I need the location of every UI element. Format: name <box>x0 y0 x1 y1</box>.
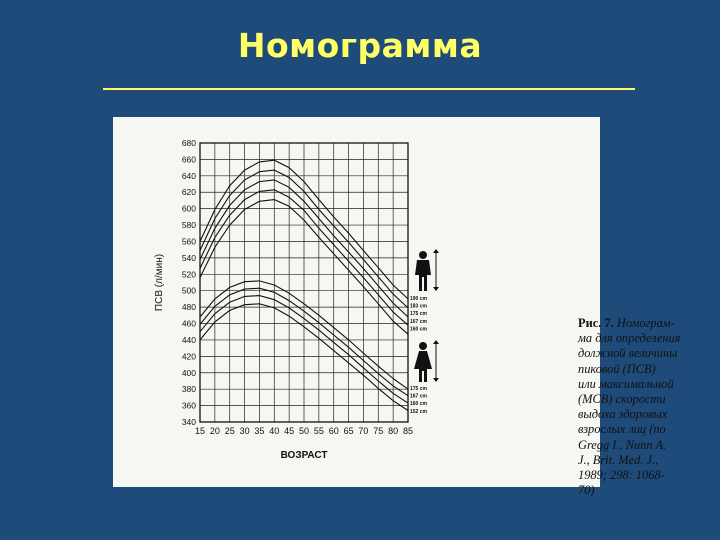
x-axis-title: ВОЗРАСТ <box>280 450 328 461</box>
x-tick-label: 60 <box>328 426 339 436</box>
y-tick-label: 680 <box>181 138 196 148</box>
y-tick-label: 480 <box>181 302 196 313</box>
caption-line: пиковой (ПСВ) <box>578 361 656 376</box>
x-tick-label: 80 <box>388 426 399 436</box>
title-underline <box>103 88 635 90</box>
y-tick-label: 580 <box>181 220 196 231</box>
y-tick-label: 380 <box>181 384 196 395</box>
y-tick-label: 620 <box>181 187 196 198</box>
x-tick-label: 75 <box>373 426 384 436</box>
y-tick-label: 500 <box>181 285 196 296</box>
x-tick-label: 20 <box>209 426 220 436</box>
caption-line: 70) <box>578 483 595 498</box>
figure-head <box>419 342 427 350</box>
caption-line: должной величины <box>578 346 678 361</box>
height-label-female: 167 cm <box>410 393 427 400</box>
figure-body <box>415 260 431 291</box>
height-label-female: 160 cm <box>410 401 427 408</box>
caption-line: 1989; 298: 1068- <box>578 468 665 483</box>
arrow-head-up <box>433 340 439 344</box>
caption-line: взрослых лиц (по <box>578 422 666 437</box>
caption-line: ма для определения <box>578 331 681 346</box>
male-figure-icon <box>415 251 431 291</box>
figure-head <box>419 251 427 259</box>
x-tick-label: 50 <box>298 426 310 436</box>
caption-line: Gregg I., Nunn A. <box>578 437 667 452</box>
height-label-male: 167 cm <box>410 318 427 325</box>
caption-line: J., Brit. Med. J., <box>578 452 659 467</box>
y-tick-label: 440 <box>181 334 196 345</box>
y-tick-label: 340 <box>181 417 196 427</box>
height-label-male: 190 cm <box>410 296 427 302</box>
x-tick-label: 70 <box>358 426 369 436</box>
height-label-female: 175 cm <box>410 386 427 392</box>
arrow-head-down <box>433 378 439 382</box>
height-label-male: 160 cm <box>410 326 427 333</box>
height-arrow-icon <box>433 249 439 291</box>
y-tick-label: 400 <box>181 367 196 378</box>
arrow-head-up <box>433 249 439 253</box>
arrow-head-down <box>433 287 439 291</box>
caption-line: выдоха здоровых <box>578 407 668 422</box>
y-tick-label: 540 <box>181 252 196 263</box>
x-tick-label: 35 <box>254 426 265 436</box>
y-tick-label: 360 <box>181 400 196 411</box>
nomogram-figure <box>113 117 681 498</box>
height-label-male: 183 cm <box>410 303 427 310</box>
y-axis-title: ПСВ (л/мин) <box>154 253 165 312</box>
x-tick-label: 65 <box>343 426 354 436</box>
nomogram-chart <box>113 117 600 487</box>
height-label-male: 175 cm <box>410 311 427 318</box>
y-tick-label: 660 <box>181 154 196 165</box>
height-label-female: 152 cm <box>410 408 427 415</box>
x-tick-label: 25 <box>224 426 235 436</box>
y-tick-label: 420 <box>181 351 196 362</box>
x-tick-label: 15 <box>194 426 206 436</box>
x-tick-label: 45 <box>284 426 295 436</box>
caption-line: (МСВ) скорости <box>578 392 666 407</box>
x-tick-label: 30 <box>239 426 250 436</box>
caption-lead: Рис. 7. <box>578 316 614 330</box>
figure-caption <box>578 316 708 498</box>
caption-line: или максимальной <box>578 376 674 391</box>
y-tick-label: 560 <box>181 236 196 247</box>
x-tick-label: 55 <box>313 426 324 436</box>
caption-line: Номограм- <box>616 316 675 330</box>
slide-title: Номограмма <box>237 26 483 65</box>
y-tick-label: 460 <box>181 318 196 329</box>
x-tick-label: 85 <box>402 426 414 436</box>
height-arrow-icon <box>433 340 439 382</box>
figure-body <box>414 351 432 382</box>
female-figure-icon <box>414 342 432 382</box>
y-tick-label: 640 <box>181 170 196 181</box>
y-tick-label: 600 <box>181 203 196 214</box>
y-tick-label: 520 <box>181 269 196 280</box>
x-tick-label: 40 <box>269 426 280 436</box>
